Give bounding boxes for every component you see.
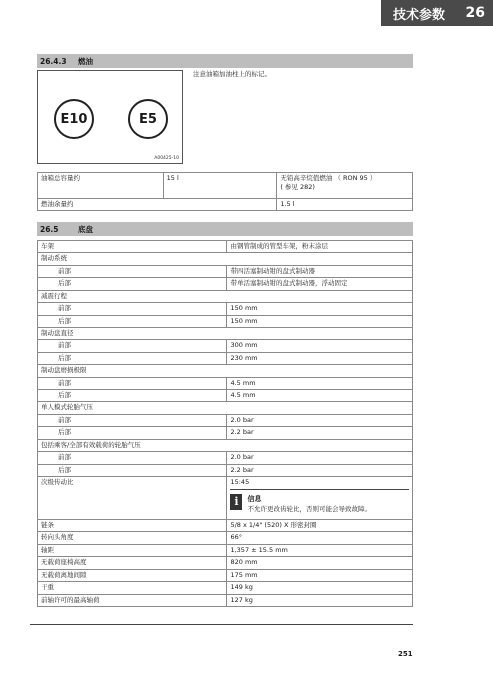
fuel-note: 注意油箱加油柱上的标记。: [193, 70, 271, 78]
table-row: [38, 594, 413, 606]
chapter-number: 26: [465, 5, 485, 21]
capacity-value: 15 l: [163, 173, 277, 199]
fuel-type-cell: [277, 173, 413, 199]
table-row: [38, 340, 413, 352]
solo-pressure-label: 单人模式轮胎气压: [38, 402, 413, 414]
reserve-value: 1.5 l: [277, 199, 413, 211]
ratio-value: 15:45: [230, 478, 250, 487]
table-row: [38, 452, 413, 464]
table-row: [38, 569, 413, 581]
table-row: [38, 439, 413, 451]
info-note: [230, 494, 409, 518]
front-label: 前部: [38, 414, 227, 426]
info-text: 不允许更改齿轮比，否则可能会导致故障。: [247, 504, 371, 513]
front-axle-load-label: 前轴许可的最高轴荷: [38, 594, 227, 606]
dry-weight-label: 干重: [38, 582, 227, 594]
reserve-label: 燃油余量约: [38, 199, 277, 211]
table-row: [38, 402, 413, 414]
chassis-spec-table: [37, 240, 413, 607]
solo-rear-value: 2.2 bar: [227, 427, 413, 439]
full-rear-value: 2.2 bar: [227, 464, 413, 476]
table-row: [38, 532, 413, 544]
rear-label: 后部: [38, 427, 227, 439]
table-row: [38, 352, 413, 364]
table-row: [38, 315, 413, 327]
dry-weight-value: 149 kg: [227, 582, 413, 594]
chain-label: 链条: [38, 520, 227, 532]
brake-rear-value: 带单活塞制动钳的盘式制动器，浮动固定: [227, 278, 413, 290]
info-divider: [230, 489, 409, 490]
seat-height-label: 无载荷座椅高度: [38, 557, 227, 569]
front-label: 前部: [38, 452, 227, 464]
wheelbase-value: 1,357 ± 15.5 mm: [227, 544, 413, 556]
table-row: [38, 520, 413, 532]
fuel-type: 无铅高辛烷值燃油 （ RON 95 ）: [280, 174, 377, 182]
wear-front-value: 4.5 mm: [227, 377, 413, 389]
brake-front-value: 带四活塞制动钳的盘式制动器: [227, 265, 413, 277]
front-label: 前部: [38, 340, 227, 352]
section-header-fuel: [37, 54, 413, 68]
full-front-value: 2.0 bar: [227, 452, 413, 464]
table-row: [38, 253, 413, 265]
table-row: [38, 390, 413, 402]
rear-label: 后部: [38, 390, 227, 402]
section-header-chassis: [37, 222, 413, 236]
table-row: [38, 173, 413, 199]
table-row: [38, 477, 413, 520]
e10-badge: E10: [54, 99, 94, 139]
table-row: [38, 544, 413, 556]
table-row: [38, 377, 413, 389]
front-label: 前部: [38, 265, 227, 277]
chain-value: 5/8 x 1/4" (520) X 形密封圈: [227, 520, 413, 532]
page-number: 251: [398, 650, 413, 658]
steering-value: 66°: [227, 532, 413, 544]
table-row: [38, 365, 413, 377]
clearance-label: 无载荷离地间隙: [38, 569, 227, 581]
table-row: [38, 414, 413, 426]
seat-height-value: 820 mm: [227, 557, 413, 569]
table-row: [38, 327, 413, 339]
table-row: [38, 303, 413, 315]
travel-label: 减震行程: [38, 290, 413, 302]
table-row: [38, 464, 413, 476]
footer-divider: [30, 624, 413, 625]
fuel-reference-link[interactable]: ( 参见 282): [280, 183, 315, 192]
frame-value: 由钢管制成的管型车架，粉末涂层: [227, 241, 413, 253]
chapter-title: 技术参数: [393, 7, 446, 23]
solo-front-value: 2.0 bar: [227, 414, 413, 426]
fuel-spec-table: [37, 172, 413, 211]
capacity-label: 油箱总容量约: [38, 173, 164, 199]
table-row: [38, 557, 413, 569]
disc-label: 制动盘直径: [38, 327, 413, 339]
front-label: 前部: [38, 303, 227, 315]
full-pressure-label: 包括乘客/全部有效载荷的轮胎气压: [38, 439, 413, 451]
table-row: [38, 265, 413, 277]
travel-front-value: 150 mm: [227, 303, 413, 315]
disc-front-value: 300 mm: [227, 340, 413, 352]
table-row: [38, 427, 413, 439]
fuel-label-figure: [37, 70, 183, 164]
clearance-value: 175 mm: [227, 569, 413, 581]
rear-label: 后部: [38, 278, 227, 290]
section-number: 26.5: [40, 224, 59, 234]
disc-rear-value: 230 mm: [227, 352, 413, 364]
wheelbase-label: 轴距: [38, 544, 227, 556]
brake-label: 制动系统: [38, 253, 413, 265]
section-number: 26.4.3: [40, 56, 67, 66]
info-icon: i: [230, 494, 242, 510]
rear-label: 后部: [38, 464, 227, 476]
table-row: [38, 199, 413, 211]
frame-label: 车架: [38, 241, 227, 253]
front-axle-load-value: 127 kg: [227, 594, 413, 606]
ratio-label: 次级传动比: [38, 477, 227, 520]
travel-rear-value: 150 mm: [227, 315, 413, 327]
wear-rear-value: 4.5 mm: [227, 390, 413, 402]
chapter-tab: [381, 0, 493, 26]
table-row: [38, 290, 413, 302]
e5-badge: E5: [128, 99, 168, 139]
front-label: 前部: [38, 377, 227, 389]
steering-label: 转向头角度: [38, 532, 227, 544]
section-title: 燃油: [78, 56, 93, 66]
table-row: [38, 241, 413, 253]
ratio-cell: [227, 477, 413, 520]
info-title: 信息: [247, 495, 262, 504]
table-row: [38, 582, 413, 594]
table-row: [38, 278, 413, 290]
wear-label: 制动盘磨损极限: [38, 365, 413, 377]
rear-label: 后部: [38, 315, 227, 327]
figure-code: A00425-10: [154, 156, 179, 161]
rear-label: 后部: [38, 352, 227, 364]
section-title: 底盘: [78, 224, 93, 234]
